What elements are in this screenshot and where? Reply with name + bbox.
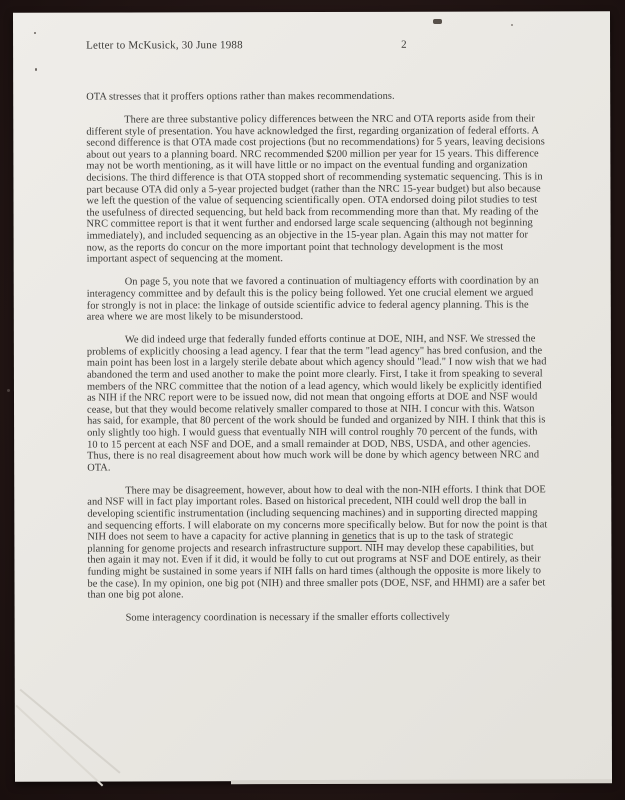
page-header xyxy=(86,38,546,51)
opening-line: OTA stresses that it proffers options rather than makes recommendations. xyxy=(86,90,395,103)
paper-fold-crease xyxy=(16,705,104,786)
paragraph-policy-differences: There are three substantive policy differences between the NRC and OTA reports aside from their different style of presentation. You have acknowledged the first, regarding organization of federal efforts. A second difference is that OTA made cost projections (but no recommendations) for 5 years, leaving decisions about out years to a planning board. NRC recommended $200 million per year for 15 years. This difference may not be worth mentioning, as it will have little or no impact on the eventual funding and organization decisions. The third difference is that OTA stopped short of recommending systematic sequencing. This is in part because OTA did only a 5-year projected budget (rather than the NRC 15-year budget) but also because we left the question of the value of sequencing scientifically open. OTA endorsed doing pilot studies to test the usefulness of directed sequencing, but held back from recommending more than that. My reading of the NRC committee report is that it went further and endorsed large scale sequencing (although not beginning immediately), and included sequencing as an objective in the 15-year plan. Again this may not matter for now, as the reports do concur on the more important point that technology development is the most important aspect of sequencing at the moment. xyxy=(86,113,545,265)
scan-speck xyxy=(511,24,513,26)
scan-speck xyxy=(35,68,37,71)
page-number: 2 xyxy=(401,38,407,51)
scan-speck xyxy=(7,389,10,392)
paragraph-lead-agency: We did indeed urge that federally funded efforts continue at DOE, NIH, and NSF. We stressed the problems of explicitly choosing a lead agency. I fear that the term "lead agency" has bred confusion, and the main point has been lost in a largely sterile debate about which agency should "lead." I now wish that we had abandoned the term and used another to make the point more clearly. First, I take it from speaking to several members of the NRC committee that the notion of a lead agency, which would likely be explicitly identified as NIH if the NRC report were to be issued now, did not mean that ongoing efforts at DOE and NSF would cease, but that they would become relatively smaller compared to those at NIH. I concur with this. Watson has said, for example, that 80 percent of the work should be funded and organized by NIH. I think that this is only slightly too high. I would guess that eventually NIH will control roughly 70 percent of the funds, with 10 to 15 percent at each NSF and DOE, and a small remainder at DOD, NBS, USDA, and other agencies. Thus, there is no real disagreement about how much work will be done by which agency between NRC and OTA. xyxy=(86,333,547,474)
paragraph-closing-fragment: Some interagency coordination is necessary if the smaller efforts collectively xyxy=(125,611,450,624)
letter-page xyxy=(13,11,612,782)
document-title: Letter to McKusick, 30 June 1988 xyxy=(86,39,243,52)
under-sheet-edge xyxy=(231,779,612,784)
paragraph-non-nih-efforts: There may be disagreement, however, about how to deal with the non-NIH efforts. I think that DOE and NSF will in fact play important roles. Based on historical precedent, NIH could well drop the ball in developing scientific instrumentation (including sequencing machines) and in supporting directed mapping and sequencing efforts. I will elaborate on my concerns more specifically below. But for now the point is that NIH does not seem to have a capacity for active planning in genetics that is up to the task of strategic planning for genome projects and research infrastructure support. NIH may develop these capabilities, but then again it may not. Even if it did, it would be folly to cut out programs at NSF and DOE entirely, as their funding might be sustained in some years if NIH falls on hard times (although the opposite is more likely to be the case). In my opinion, one big pot (NIH) and three smaller pots (DOE, NSF, and HHMI) are a safer bet than one big pot alone. xyxy=(87,484,548,601)
underlined-word: genetics xyxy=(341,531,377,543)
paragraph-interagency-coordination: On page 5, you note that we favored a continuation of multiagency efforts with coordination by an interagency committee and by default this is the policy being followed. Yet one crucial element we argued for strongly is not in place: the linkage of outside scientific advice to federal agency planning. This is the area where we are most likely to be misunderstood. xyxy=(86,275,539,323)
scan-speck xyxy=(34,32,36,34)
paper-fold-crease xyxy=(20,689,121,773)
scan-smudge xyxy=(433,19,442,24)
letter-body xyxy=(86,90,547,636)
